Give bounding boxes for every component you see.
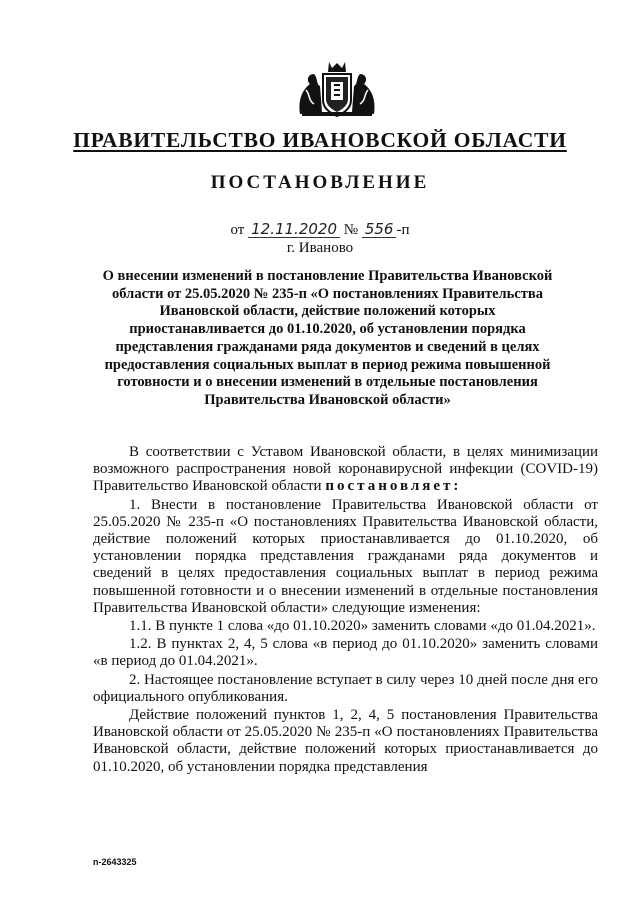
number-suffix: -п: [396, 222, 410, 238]
item-1-1-paragraph: 1.1. В пункте 1 слова «до 01.10.2020» заменить словами «до 01.04.2021».: [129, 618, 596, 635]
number-sign: №: [343, 222, 359, 238]
coat-of-arms-emblem: [296, 60, 378, 118]
date-prefix: от: [230, 222, 245, 238]
item-3-paragraph: Действие положений пунктов 1, 2, 4, 5 постановления Правительства Ивановской области от 25.05.2020 № 235-п «О постановлениях Правительства Ивановской области, действие положений которых приостанавливается до 01.10.2020, об установлении порядка представления: [93, 707, 598, 775]
document-code: n-2643325: [93, 857, 137, 867]
handwritten-date: 12.11.2020: [248, 222, 340, 238]
handwritten-number: 556: [362, 222, 397, 238]
preamble-text: В соответствии с Уставом Ивановской области, в целях минимизации возможного распространения новой коронавирусной инфекции (COVID-19) Правительство Ивановской области: [93, 444, 598, 495]
document-subject: О внесении изменений в постановление Правительства Ивановской области от 25.05.2020 № 235-п «О постановлениях Правительства Ивановской области, действие положений которых приостанавливается до 01.10.2020, об установлении порядка представления гражданами ряда документов и сведений в целях предоставления социальных выплат в период режима повышенной готовности и о внесении изменений в отдельные постановления Правительства Ивановской области»: [102, 268, 553, 408]
city-name: г. Иваново: [286, 240, 354, 256]
document-type-heading: ПОСТАНОВЛЕНИЕ: [210, 172, 430, 193]
preamble-paragraph: [93, 444, 598, 496]
date-number-line: [0, 222, 640, 239]
item-1-2-paragraph: 1.2. В пунктах 2, 4, 5 слова «в период до 01.10.2020» заменить словами «в период до 01.04.2021».: [93, 636, 598, 670]
government-title: ПРАВИТЕЛЬСТВО ИВАНОВСКОЙ ОБЛАСТИ: [73, 128, 567, 152]
decree-word: постановляет:: [325, 478, 462, 495]
item-2-paragraph: 2. Настоящее постановление вступает в силу через 10 дней после дня его официального опубликования.: [93, 671, 598, 705]
document-body: [93, 444, 598, 777]
item-1-paragraph: 1. Внести в постановление Правительства Ивановской области от 25.05.2020 № 235-п «О постановлениях Правительства Ивановской области, действие положений которых приостанавливается до 01.10.2020, об установлении порядка представления гражданами ряда документов и сведений в целях предоставления социальных выплат в период режима повышенной готовности и о внесении изменений в отдельные постановления Правительства Ивановской области» следующие изменения:: [93, 496, 598, 616]
